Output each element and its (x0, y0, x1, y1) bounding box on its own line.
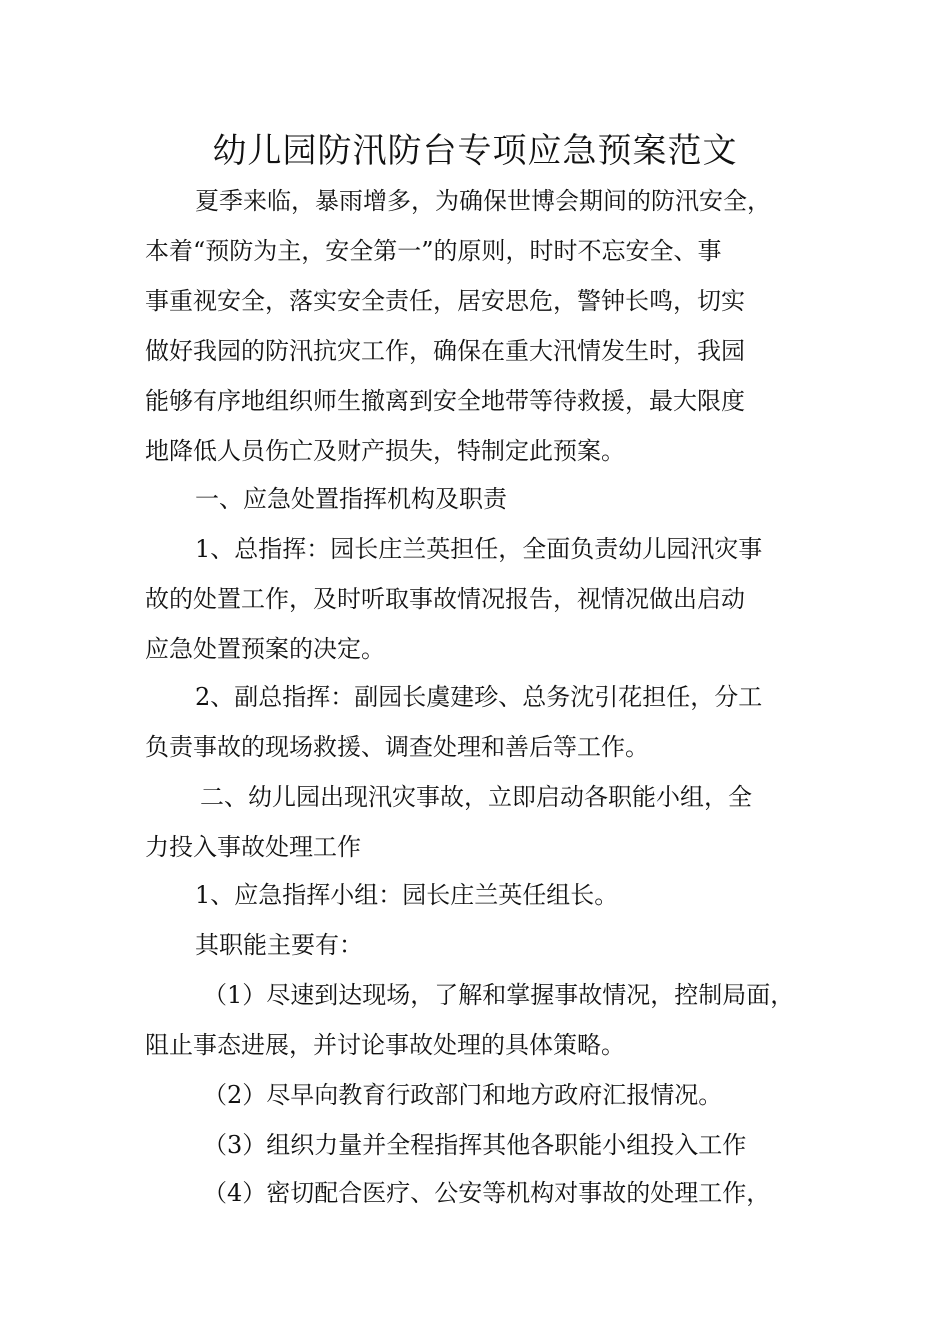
text-line: 负责事故的现场救援、调查处理和善后等工作。 (145, 733, 649, 761)
text-line: （2）尽早向教育行政部门和地方政府汇报情况。 (203, 1081, 723, 1109)
text-line: 其职能主要有： (195, 931, 363, 959)
text-line: 二、幼儿园出现汛灾事故，立即启动各职能小组，全 (200, 783, 752, 811)
paragraph-commander (145, 524, 835, 674)
paragraph-function-2 (145, 1070, 835, 1120)
text-line: 1、总指挥：园长庄兰英担任，全面负责幼儿园汛灾事 (195, 535, 763, 563)
text-line: 1、应急指挥小组：园长庄兰英任组长。 (195, 881, 619, 909)
paragraph-intro (145, 176, 835, 476)
text-line: 2、副总指挥：副园长虞建珍、总务沈引花担任，分工 (195, 683, 763, 711)
text-line: （1）尽速到达现场，了解和掌握事故情况，控制局面， (203, 981, 795, 1009)
text-line: 应急处置预案的决定。 (145, 635, 385, 663)
paragraph-function-1 (145, 970, 835, 1070)
paragraph-function-4 (145, 1168, 835, 1218)
paragraph-functions-label (145, 920, 835, 970)
paragraph-command-group (145, 870, 835, 920)
text-line: 事重视安全，落实安全责任，居安思危，警钟长鸣，切实 (145, 287, 745, 315)
section-heading-2 (145, 772, 835, 872)
text-line: 做好我园的防汛抗灾工作，确保在重大汛情发生时，我园 (145, 337, 745, 365)
section-heading-1 (145, 474, 835, 524)
text-line: 力投入事故处理工作 (145, 833, 361, 861)
text-line: 阻止事态进展，并讨论事故处理的具体策略。 (145, 1031, 625, 1059)
paragraph-function-3 (145, 1120, 835, 1170)
text-line: 故的处置工作，及时听取事故情况报告，视情况做出启动 (145, 585, 745, 613)
text-line: （3）组织力量并全程指挥其他各职能小组投入工作 (203, 1131, 747, 1159)
text-line: 夏季来临，暴雨增多，为确保世博会期间的防汛安全， (195, 187, 771, 215)
text-line: 一、应急处置指挥机构及职责 (195, 485, 507, 513)
text-line: 本着“预防为主，安全第一”的原则，时时不忘安全、事 (145, 237, 722, 265)
paragraph-deputy-commander (145, 672, 835, 772)
text-line: （4）密切配合医疗、公安等机构对事故的处理工作， (203, 1179, 771, 1207)
text-line: 能够有序地组织师生撤离到安全地带等待救援，最大限度 (145, 387, 745, 415)
document-title: 幼儿园防汛防台专项应急预案范文 (212, 131, 738, 171)
text-line: 地降低人员伤亡及财产损失，特制定此预案。 (145, 437, 625, 465)
